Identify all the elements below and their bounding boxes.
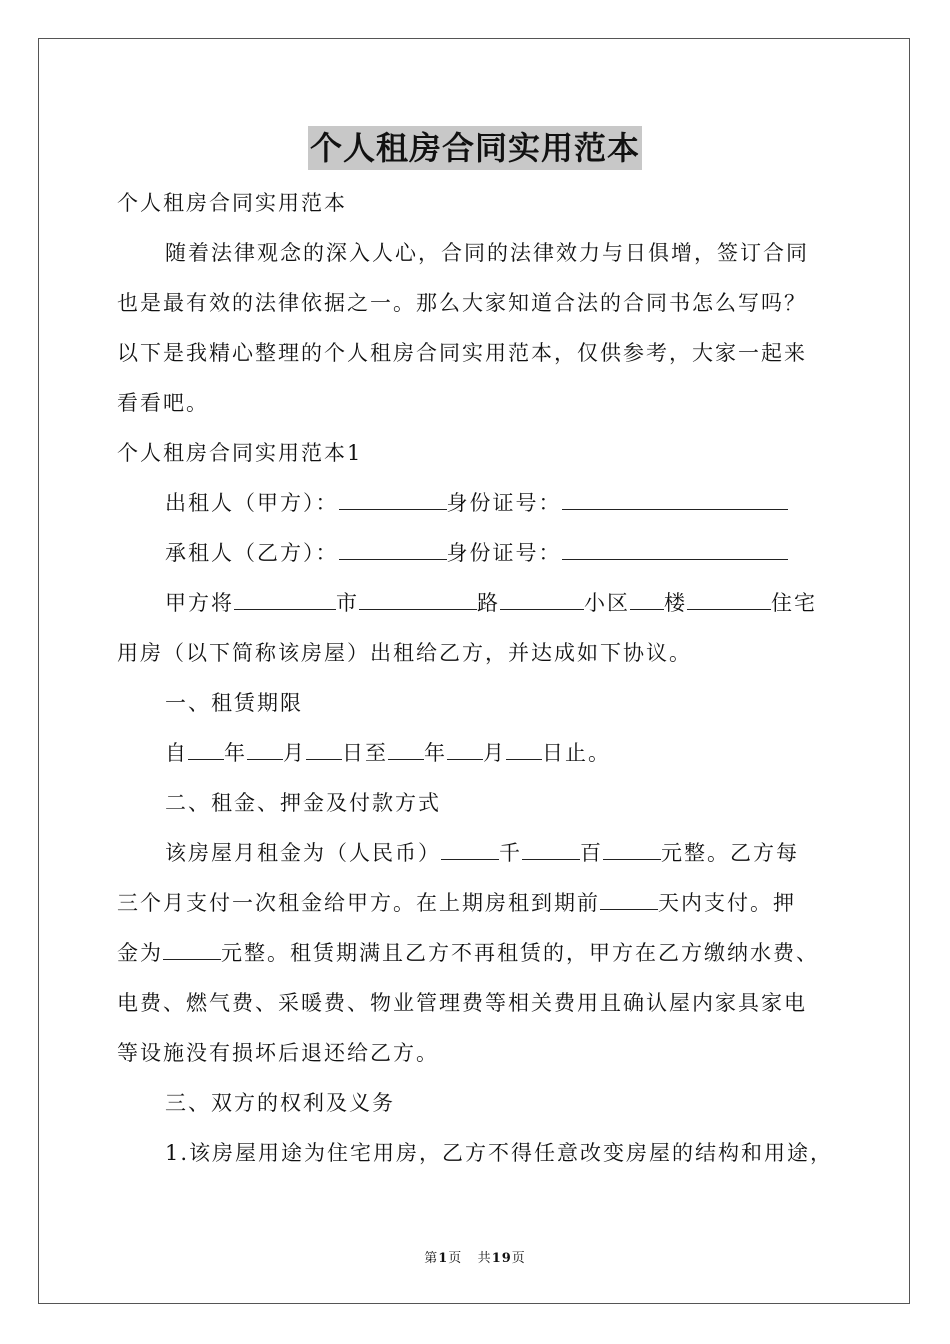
- intro-line-2: 也是最有效的法律依据之一。那么大家知道合法的合同书怎么写吗？: [117, 291, 807, 315]
- lessor-id-label: 身份证号：: [446, 491, 562, 515]
- clause3-heading: 三、双方的权利及义务: [165, 1091, 395, 1115]
- road-blank: [359, 591, 477, 610]
- lessee-name-blank: [339, 541, 447, 560]
- city-blank: [234, 591, 336, 610]
- deposit-lead: 金为: [117, 941, 163, 965]
- address-city: 市: [336, 591, 359, 615]
- footer-total-prefix: 共: [477, 1251, 492, 1266]
- footer-total-suffix: 页: [511, 1251, 526, 1266]
- rent-line-2a: 三个月支付一次租金给甲方。在上期房租到期前: [117, 891, 600, 915]
- lessee-id-label: 身份证号：: [446, 541, 562, 565]
- title-wrap: [0, 126, 950, 170]
- rent-hundred: 百: [580, 841, 603, 865]
- address-end: 住宅: [771, 591, 817, 615]
- term-month: 月: [283, 741, 306, 765]
- start-day-blank: [306, 741, 342, 760]
- term-day-end: 日止。: [542, 741, 611, 765]
- lessee-label: 承租人（乙方）：: [165, 541, 339, 565]
- deposit-blank: [163, 941, 221, 960]
- unit-blank: [687, 591, 771, 610]
- clause2-heading: 二、租金、押金及付款方式: [165, 791, 441, 815]
- clause1-heading: 一、租赁期限: [165, 691, 303, 715]
- document-body: [117, 178, 833, 1178]
- term-year: 年: [224, 741, 247, 765]
- rent-line: [117, 828, 833, 878]
- start-month-blank: [247, 741, 283, 760]
- address-community: 小区: [584, 591, 630, 615]
- fees-line: 电费、燃气费、采暖费、物业管理费等相关费用且确认屋内家具家电: [117, 991, 807, 1015]
- term-month-2: 月: [483, 741, 506, 765]
- lessor-label: 出租人（甲方）：: [165, 491, 339, 515]
- end-month-blank: [447, 741, 483, 760]
- term-from: 自: [165, 741, 188, 765]
- rent-yuan-tail: 元整。乙方每: [661, 841, 799, 865]
- rent-thousand: 千: [499, 841, 522, 865]
- deposit-tail: 元整。租赁期满且乙方不再租赁的，甲方在乙方缴纳水费、: [221, 941, 819, 965]
- intro-line-4: 看看吧。: [117, 391, 209, 415]
- deposit-line: [117, 928, 833, 978]
- lease-term-line: [117, 728, 833, 778]
- start-year-blank: [188, 741, 224, 760]
- rent-hundred-blank: [522, 841, 580, 860]
- footer-total-number: 19: [491, 1251, 512, 1266]
- page-footer: [0, 1247, 950, 1266]
- section-title: 个人租房合同实用范本1: [117, 441, 363, 465]
- lessee-line: [117, 528, 833, 578]
- address-building: 楼: [664, 591, 687, 615]
- rent-yuan-blank: [603, 841, 661, 860]
- intro-line-3: 以下是我精心整理的个人租房合同实用范本，仅供参考，大家一起来: [117, 341, 807, 365]
- address-line: [117, 578, 833, 628]
- lessor-line: [117, 478, 833, 528]
- footer-page-suffix: 页: [448, 1251, 463, 1266]
- building-blank: [630, 591, 664, 610]
- lessee-id-blank: [562, 541, 788, 560]
- refund-line: 等设施没有损坏后退还给乙方。: [117, 1041, 439, 1065]
- subtitle: 个人租房合同实用范本: [117, 191, 347, 215]
- term-day-to: 日至: [342, 741, 388, 765]
- document-title: 个人租房合同实用范本: [308, 126, 642, 170]
- rent-lead: 该房屋月租金为（人民币）: [165, 841, 441, 865]
- clause3-item-1: 1.该房屋用途为住宅用房，乙方不得任意改变房屋的结构和用途，: [165, 1141, 834, 1165]
- pay-days-blank: [600, 891, 658, 910]
- community-blank: [500, 591, 584, 610]
- rent-thousand-blank: [441, 841, 499, 860]
- rent-line-2b: 天内支付。押: [658, 891, 796, 915]
- intro-line-1: 随着法律观念的深入人心，合同的法律效力与日俱增，签订合同: [165, 241, 809, 265]
- address-lead: 甲方将: [165, 591, 234, 615]
- term-year-2: 年: [424, 741, 447, 765]
- footer-page-prefix: 第: [424, 1251, 439, 1266]
- footer-page-number: 1: [438, 1251, 449, 1266]
- end-day-blank: [506, 741, 542, 760]
- address-road: 路: [477, 591, 500, 615]
- lessor-id-blank: [562, 491, 788, 510]
- address-line-2: 用房（以下简称该房屋）出租给乙方，并达成如下协议。: [117, 641, 692, 665]
- lessor-name-blank: [339, 491, 447, 510]
- rent-line-2: [117, 878, 833, 928]
- end-year-blank: [388, 741, 424, 760]
